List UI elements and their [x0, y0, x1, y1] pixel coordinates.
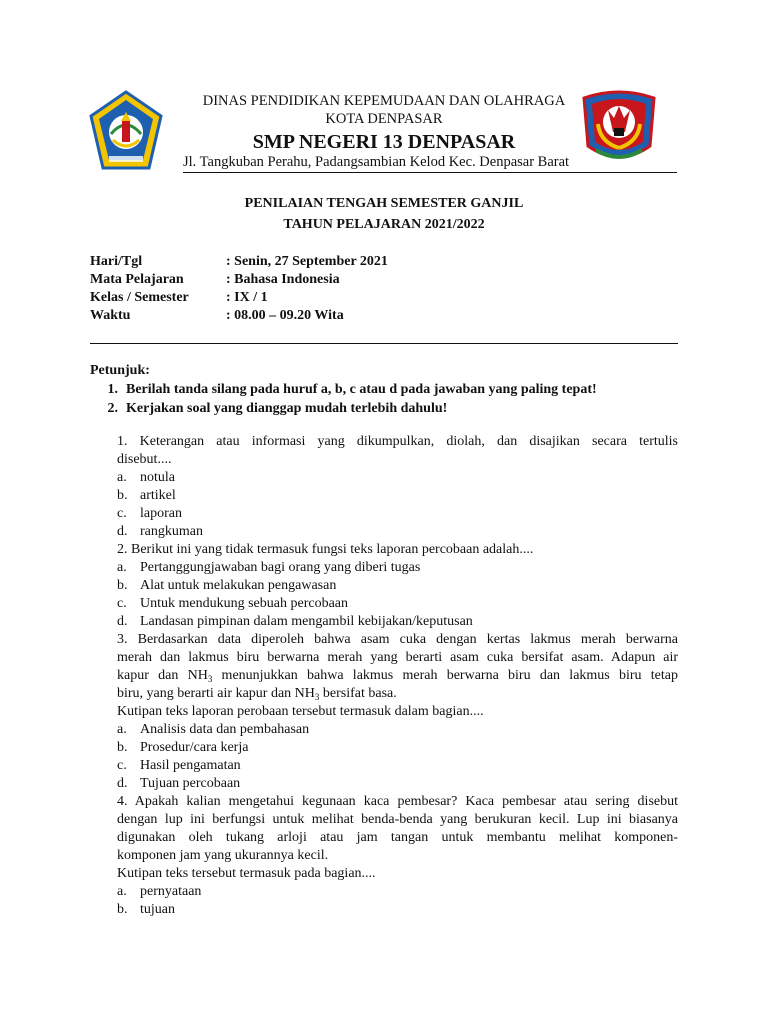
option-text: artikel — [140, 488, 176, 503]
exam-title — [90, 193, 678, 235]
question-text-part: bersifat basa. — [319, 686, 397, 701]
answer-option[interactable] — [117, 757, 678, 775]
school-name: SMP NEGERI 13 DENPASAR — [252, 131, 516, 153]
option-text: notula — [140, 470, 175, 485]
questions — [117, 433, 678, 919]
question-text: komponen jam yang ukurannya kecil. — [117, 848, 329, 863]
agency-name: DINAS PENDIDIKAN KEPEMUDAAN DAN OLAHRAGA — [202, 93, 566, 109]
info-label: Hari/Tgl — [90, 254, 143, 269]
question-3 — [117, 631, 678, 793]
info-value: : Senin, 27 September 2021 — [226, 254, 388, 269]
question-text: 2. Berikut ini yang tidak termasuk fungsi teks laporan percobaan adalah.... — [117, 542, 534, 557]
question-text-part: menunjukkan bahwa lakmus merah berwarna biru dan lakmus biru tetap — [212, 668, 678, 683]
question-text-part: kapur dan NH — [117, 668, 208, 683]
question-text: 3. Berdasarkan data diperoleh bahwa asam cuka dengan kertas lakmus merah berwarna — [117, 632, 678, 647]
question-text: digunakan oleh tukang arloji atau jam tangan untuk membantu melihat komponen- — [117, 830, 678, 845]
option-letter: b. — [117, 488, 128, 503]
option-letter: a. — [117, 722, 127, 737]
answer-option[interactable] — [117, 559, 678, 577]
question-text — [117, 685, 678, 703]
option-letter: b. — [117, 740, 128, 755]
option-text: Landasan pimpinan dalam mengambil kebijakan/keputusan — [140, 614, 473, 629]
question-text: Kutipan teks tersebut termasuk pada bagian.... — [117, 866, 376, 881]
option-letter: c. — [117, 506, 127, 521]
option-letter: d. — [117, 614, 128, 629]
info-divider — [90, 343, 678, 344]
answer-option[interactable] — [117, 775, 678, 793]
question-4 — [117, 793, 678, 919]
option-text: pernyataan — [140, 884, 202, 899]
government-crest-logo — [89, 90, 163, 170]
option-letter: c. — [117, 596, 127, 611]
letterhead — [160, 92, 608, 155]
instructions — [90, 362, 597, 418]
option-letter: d. — [117, 776, 128, 791]
instruction-item — [90, 380, 597, 399]
option-text: tujuan — [140, 902, 175, 917]
answer-option[interactable] — [117, 487, 678, 505]
option-letter: c. — [117, 758, 127, 773]
answer-option[interactable] — [117, 739, 678, 757]
question-1 — [117, 433, 678, 541]
question-text: 4. Apakah kalian mengetahui kegunaan kaca pembesar? Kaca pembesar atau sering disebut — [117, 794, 678, 809]
answer-option[interactable] — [117, 613, 678, 631]
info-value: : Bahasa Indonesia — [226, 272, 340, 287]
question-text: 1. Keterangan atau informasi yang dikumpulkan, diolah, dan disajikan secara tertulis — [117, 434, 678, 449]
answer-option[interactable] — [117, 595, 678, 613]
option-letter: b. — [117, 902, 128, 917]
instruction-item — [90, 399, 597, 418]
answer-option[interactable] — [117, 523, 678, 541]
subscript: 3 — [207, 674, 213, 684]
answer-option[interactable] — [117, 721, 678, 739]
instructions-title: Petunjuk: — [90, 363, 150, 378]
option-text: Prosedur/cara kerja — [140, 740, 249, 755]
option-letter: a. — [117, 470, 127, 485]
question-text — [117, 667, 678, 685]
instruction-number: 2. — [107, 401, 118, 416]
option-text: Hasil pengamatan — [140, 758, 241, 773]
denpasar-city-crest-logo — [578, 84, 660, 170]
question-2 — [117, 541, 678, 631]
letterhead-divider — [183, 172, 677, 173]
info-row-class-semester — [90, 289, 388, 307]
exam-info — [90, 253, 388, 325]
info-value: : 08.00 – 09.20 Wita — [226, 308, 344, 323]
info-value: : IX / 1 — [226, 290, 268, 305]
question-text: dengan lup ini berfungsi untuk melihat benda-benda yang berukuran kecil. Lup ini biasanya — [117, 812, 678, 827]
subscript: 3 — [314, 692, 320, 702]
option-text: Analisis data dan pembahasan — [140, 722, 310, 737]
info-row-day-date — [90, 253, 388, 271]
school-address: Jl. Tangkuban Perahu, Padangsambian Kelod Kec. Denpasar Barat — [183, 154, 570, 170]
option-text: Pertanggungjawaban bagi orang yang diberi tugas — [140, 560, 421, 575]
info-row-subject — [90, 271, 388, 289]
question-text: merah dan lakmus biru berwarna merah yang berarti asam cuka bersifat asam. Adapun air — [117, 650, 678, 665]
info-label: Waktu — [90, 308, 131, 323]
answer-option[interactable] — [117, 901, 678, 919]
option-letter: b. — [117, 578, 128, 593]
option-text: laporan — [140, 506, 182, 521]
exam-title-line1: PENILAIAN TENGAH SEMESTER GANJIL — [244, 196, 524, 211]
info-label: Mata Pelajaran — [90, 272, 184, 287]
question-text: disebut.... — [117, 452, 172, 467]
instruction-text: Berilah tanda silang pada huruf a, b, c atau d pada jawaban yang paling tepat! — [126, 382, 597, 397]
info-label: Kelas / Semester — [90, 290, 189, 305]
option-text: rangkuman — [140, 524, 203, 539]
instruction-number: 1. — [107, 382, 118, 397]
instruction-text: Kerjakan soal yang dianggap mudah terlebih dahulu! — [126, 401, 448, 416]
option-text: Alat untuk melakukan pengawasan — [140, 578, 337, 593]
answer-option[interactable] — [117, 577, 678, 595]
answer-option[interactable] — [117, 505, 678, 523]
option-letter: a. — [117, 884, 127, 899]
city-name: KOTA DENPASAR — [325, 111, 443, 127]
option-text: Tujuan percobaan — [140, 776, 241, 791]
question-text-part: biru, yang berarti air kapur dan NH — [117, 686, 315, 701]
option-letter: d. — [117, 524, 128, 539]
option-text: Untuk mendukung sebuah percobaan — [140, 596, 348, 611]
answer-option[interactable] — [117, 469, 678, 487]
option-letter: a. — [117, 560, 127, 575]
answer-option[interactable] — [117, 883, 678, 901]
question-text: Kutipan teks laporan perobaan tersebut termasuk dalam bagian.... — [117, 704, 484, 719]
info-row-time — [90, 307, 388, 325]
exam-title-line2: TAHUN PELAJARAN 2021/2022 — [283, 217, 485, 232]
